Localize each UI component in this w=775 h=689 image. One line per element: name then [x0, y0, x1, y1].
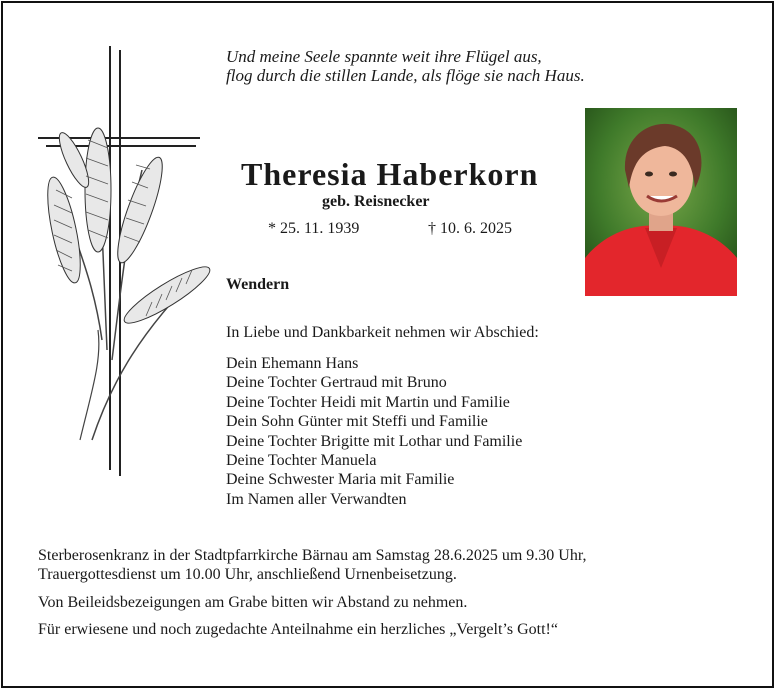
- list-item: Deine Schwester Maria mit Familie: [226, 471, 455, 489]
- maiden-name: geb. Reisnecker: [322, 193, 430, 210]
- mourner-list: [226, 354, 522, 509]
- list-item: Im Namen aller Verwandten: [226, 490, 407, 508]
- verse: [226, 47, 585, 85]
- residence: Wendern: [226, 276, 290, 293]
- verse-line-2: flog durch die stillen Lande, als flöge sie nach Haus.: [226, 66, 585, 85]
- farewell-line: In Liebe und Dankbarkeit nehmen wir Abschied:: [226, 324, 539, 341]
- list-item: Dein Ehemann Hans: [226, 355, 359, 372]
- deceased-name: Theresia Haberkorn: [241, 156, 539, 192]
- death-date: † 10. 6. 2025: [428, 220, 512, 237]
- cross-with-wheat-icon: [32, 40, 212, 480]
- list-item: Deine Tochter Brigitte mit Lothar und Familie: [226, 432, 523, 450]
- condolence-request: Von Beileidsbezeigungen am Grabe bitten wir Abstand zu nehmen.: [38, 594, 468, 611]
- portrait-photo: [585, 108, 737, 296]
- list-item: Deine Tochter Heidi mit Martin und Familie: [226, 393, 510, 411]
- service-line-2: Trauergottesdienst um 10.00 Uhr, anschließend Urnenbeisetzung.: [38, 566, 457, 583]
- list-item: Dein Sohn Günter mit Steffi und Familie: [226, 413, 488, 431]
- verse-line-1: Und meine Seele spannte weit ihre Flügel aus,: [226, 47, 542, 66]
- thanks-line: Für erwiesene und noch zugedachte Anteilnahme ein herzliches „Vergelt’s Gott!“: [38, 621, 558, 638]
- service-line-1: Sterberosenkranz in der Stadtpfarrkirche Bärnau am Samstag 28.6.2025 um 9.30 Uhr,: [38, 547, 587, 564]
- birth-date: * 25. 11. 1939: [268, 220, 360, 237]
- list-item: Deine Tochter Gertraud mit Bruno: [226, 374, 447, 392]
- list-item: Deine Tochter Manuela: [226, 452, 377, 470]
- service-info: [38, 546, 587, 584]
